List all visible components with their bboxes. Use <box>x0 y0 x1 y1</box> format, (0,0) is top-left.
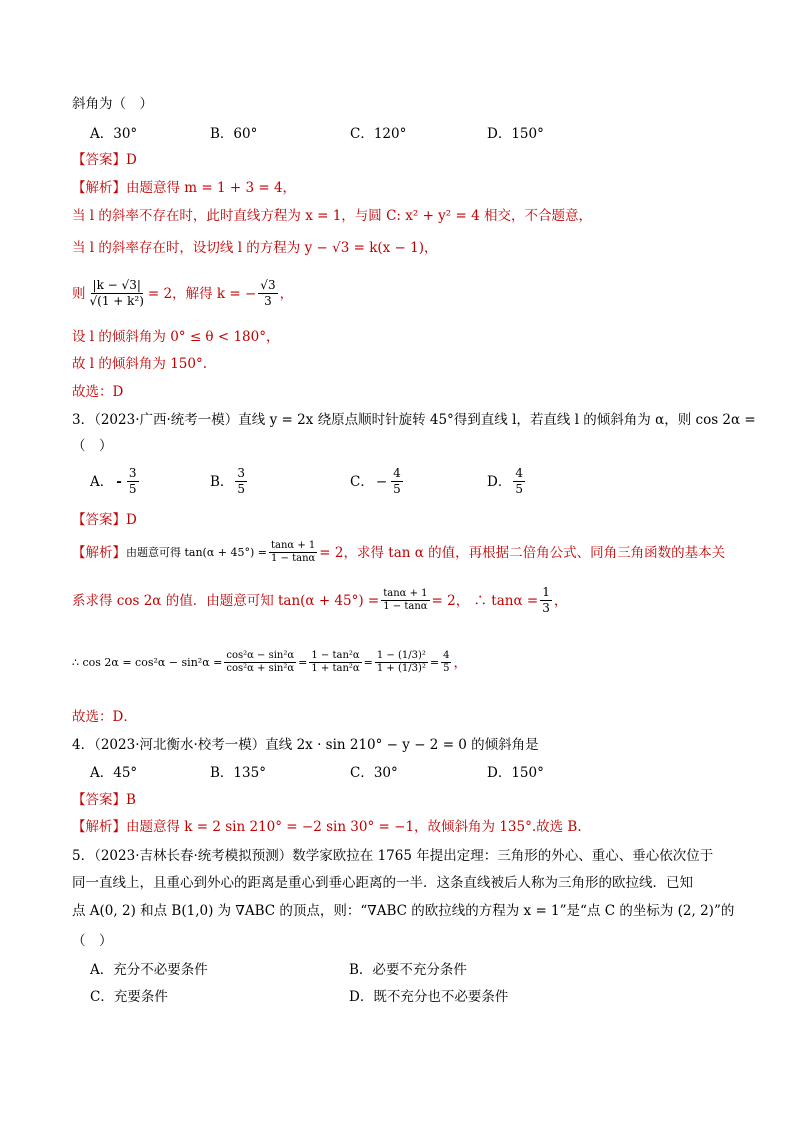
choose-line: 故选：D <box>72 384 124 400</box>
analysis-tag: 【解析】 <box>72 819 126 835</box>
numerator: 1 − tan²α <box>311 650 360 661</box>
answer-tag: 【答案】 <box>72 512 126 528</box>
denominator: 3 <box>264 294 272 308</box>
q3-analysis-line-2 <box>72 585 567 616</box>
option-label: C． <box>350 473 374 490</box>
numerator: tanα + 1 <box>271 540 316 551</box>
denominator: 3 <box>542 601 550 615</box>
option-sign: - <box>116 473 122 490</box>
fraction <box>381 588 429 613</box>
denominator: cos²α + sin²α <box>226 663 295 674</box>
fraction <box>309 650 361 675</box>
numerator: 3 <box>128 466 137 480</box>
answer-value: D <box>126 512 137 528</box>
text: ， <box>279 285 294 302</box>
fraction <box>441 650 451 675</box>
analysis-tag: 【解析】 <box>72 180 126 196</box>
equals-sign: = <box>298 655 308 669</box>
analysis-line-2: 当 l 的斜率不存在时，此时直线方程为 x = 1，与圆 C: x² + y² = 4 相交，不合题意， <box>72 208 592 224</box>
denominator: 5 <box>128 482 137 496</box>
q4-option-d: D．150° <box>487 765 544 781</box>
option-fraction <box>513 466 525 497</box>
answer-tag: 【答案】 <box>72 152 126 168</box>
q5-option-a: A．充分不必要条件 <box>90 962 208 978</box>
fraction <box>224 650 296 675</box>
analysis-text: 由题意得 k = 2 sin 210° = −2 sin 30° = −1，故倾斜角为 135°.故选 B. <box>126 819 582 835</box>
answer-value: D <box>126 152 137 168</box>
option-a: A．30° <box>90 126 138 142</box>
option-label: A． <box>90 473 114 490</box>
analysis-text: 由题意得 m = 1 + 3 = 4， <box>126 180 297 196</box>
q3-option-a <box>90 466 141 497</box>
option-c: C．120° <box>350 126 407 142</box>
option-fraction <box>235 466 247 497</box>
option-b: B．60° <box>210 126 258 142</box>
text: ， <box>453 654 467 671</box>
option-d: D．150° <box>487 126 544 142</box>
q3-option-b <box>210 466 249 497</box>
denominator: 1 − tanα <box>271 553 316 564</box>
numerator: |k − √3| <box>92 278 141 292</box>
q3-analysis-line-3 <box>72 650 467 675</box>
denominator: 1 − tanα <box>383 601 428 612</box>
text: = 2，解得 k = − <box>147 285 257 302</box>
question-stem-continuation: 斜角为（ ） <box>72 96 153 112</box>
q4-analysis-line <box>72 817 582 837</box>
q5-stem-4: （ ） <box>72 933 113 949</box>
fraction <box>258 278 277 309</box>
q4-option-a: A．45° <box>90 765 138 781</box>
fraction <box>540 585 552 616</box>
q5-option-d: D．既不充分也不必要条件 <box>349 989 509 1005</box>
denominator: 1 + tan²α <box>311 663 360 674</box>
numerator: √3 <box>260 278 276 292</box>
q3-analysis-line-1 <box>72 540 725 565</box>
numerator: 4 <box>393 466 401 480</box>
option-label: D． <box>487 473 512 490</box>
option-fraction <box>127 466 139 497</box>
numerator: tanα + 1 <box>383 588 428 599</box>
equals-sign: = <box>363 655 373 669</box>
denominator: 5 <box>237 482 246 496</box>
analysis-line-4 <box>72 278 293 309</box>
q3-option-d <box>487 466 527 497</box>
fraction <box>269 540 317 565</box>
q5-stem-3: 点 A(0, 2) 和点 B(1,0) 为 ∇ABC 的顶点，则：“∇ABC 的欧拉线的方程为 x = 1”是“点 C 的坐标为 (2, 2)”的 <box>72 903 735 919</box>
text: = 2， ∴ tanα = <box>431 592 539 609</box>
q4-stem: 4．（2023·河北衡水·校考一模）直线 2x · sin 210° − y − 2 = 0 的倾斜角是 <box>72 737 539 753</box>
q5-stem-2: 同一直线上，且重心到外心的距离是重心到垂心距离的一半．这条直线被后人称为三角形的欧拉线．已知 <box>72 875 693 891</box>
denominator: 5 <box>515 482 523 496</box>
text: ∴ cos 2α = cos²α − sin²α = <box>72 655 223 669</box>
analysis-tag: 【解析】 <box>72 544 126 561</box>
q4-answer-line <box>72 790 136 810</box>
denominator: √(1 + k²) <box>89 294 144 308</box>
q5-option-b: B．必要不充分条件 <box>349 962 467 978</box>
analysis-line-3: 当 l 的斜率存在时，设切线 l 的方程为 y − √3 = k(x − 1)， <box>72 240 438 256</box>
equals-sign: = <box>429 655 440 669</box>
numerator: 4 <box>443 650 450 661</box>
text: = 2，求得 tan α 的值，再根据二倍角公式、同角三角函数的基本关 <box>319 544 726 561</box>
fraction <box>375 650 428 675</box>
q3-option-c <box>350 466 405 497</box>
answer-line <box>72 150 137 170</box>
denominator: 5 <box>443 663 450 674</box>
answer-tag: 【答案】 <box>72 792 126 808</box>
numerator: cos²α − sin²α <box>226 650 295 661</box>
q3-stem-2: （ ） <box>72 438 113 454</box>
q4-option-b: B．135° <box>210 765 266 781</box>
text: 系求得 cos 2α 的值．由题意可知 tan(α + 45°) = <box>72 592 380 609</box>
denominator: 1 + (1/3)² <box>376 663 426 674</box>
answer-value: B <box>126 792 136 808</box>
text: 由题意可得 tan(α + 45°) = <box>126 545 267 559</box>
option-label: B． <box>210 473 234 490</box>
text: ， <box>553 592 568 609</box>
analysis-line-1 <box>72 178 296 198</box>
option-fraction <box>391 466 403 497</box>
fraction <box>88 278 146 309</box>
denominator: 5 <box>393 482 401 496</box>
q5-option-c: C．充要条件 <box>90 989 168 1005</box>
numerator: 3 <box>237 466 246 480</box>
numerator: 4 <box>515 466 523 480</box>
analysis-line-5: 设 l 的倾斜角为 0° ≤ θ < 180°， <box>72 329 280 345</box>
q3-choose-line: 故选：D． <box>72 709 137 725</box>
numerator: 1 − (1/3)² <box>376 650 426 661</box>
q3-answer-line <box>72 510 137 530</box>
q5-stem-1: 5．（2023·吉林长春·统考模拟预测）数学家欧拉在 1765 年提出定理：三角形的外心、重心、垂心依次位于 <box>72 848 714 864</box>
option-sign: − <box>375 473 388 490</box>
q4-option-c: C．30° <box>350 765 398 781</box>
q3-stem-1: 3．（2023·广西·统考一模）直线 y = 2x 绕原点顺时针旋转 45°得到直线 l，若直线 l 的倾斜角为 α，则 cos 2α = <box>72 412 756 428</box>
text: 则 <box>72 285 86 302</box>
analysis-line-6: 故 l 的倾斜角为 150°. <box>72 356 207 372</box>
numerator: 1 <box>542 585 550 599</box>
